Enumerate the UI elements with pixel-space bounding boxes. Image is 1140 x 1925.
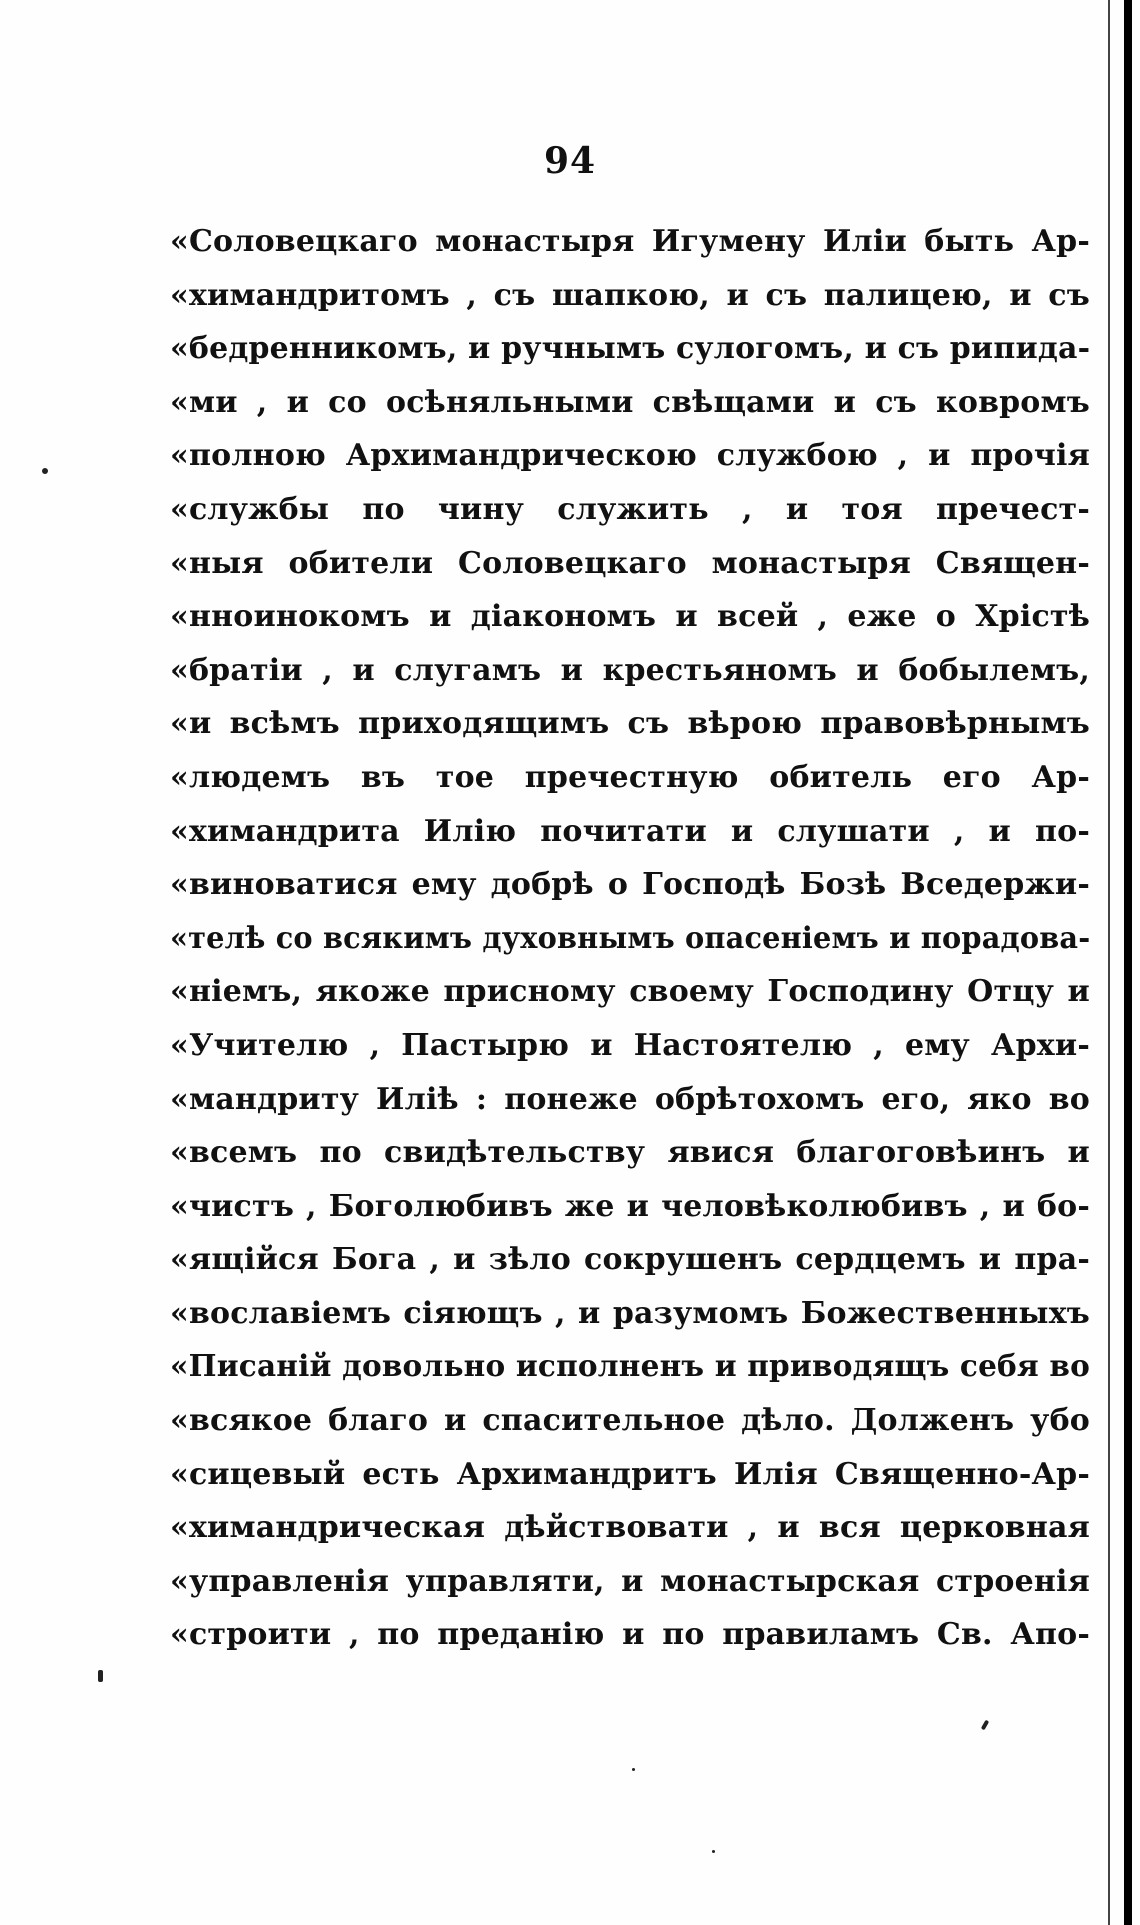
ink-speck [98,1670,103,1682]
text-line: «химандрическая дѣйствовати , и вся церковная [170,1510,1090,1546]
text-line: «Учителю , Пастырю и Настоятелю , ему Архи- [170,1027,1090,1063]
page-edge-border [1124,0,1132,1925]
text-line: «всемъ по свидѣтельству явися благоговѣинъ и [170,1135,1090,1171]
text-line: «химандритомъ , съ шапкою, и съ палицею, и съ [170,277,1090,313]
text-line: «мандриту Иліѣ : понеже обрѣтохомъ его, яко во [170,1081,1090,1117]
text-line: «и всѣмъ приходящимъ съ вѣрою правовѣрнымъ [170,706,1090,742]
text-line: «ніемъ, якоже присному своему Господину Отцу и [170,974,1090,1010]
text-line: «ныя обители Соловецкаго монастыря Священ- [170,545,1090,581]
text-line: «полною Архимандрическою службою , и прочія [170,438,1090,474]
text-line: «чистъ , Боголюбивъ же и человѣколюбивъ , и бо- [170,1188,1090,1224]
text-line: «нноинокомъ и діакономъ и всей , еже о Хрістѣ [170,599,1090,635]
text-line: «телѣ со всякимъ духовнымъ опасеніемъ и порадова- [170,920,1091,956]
ink-speck [981,1720,989,1731]
text-line: «виноватися ему добрѣ о Господѣ Бозѣ Вседержи- [170,867,1090,903]
text-line: «людемъ въ тое пречестную обитель его Ар- [170,759,1090,795]
ink-speck [632,1768,635,1771]
body-text [170,215,1090,1662]
text-line: «строити , по преданію и по правиламъ Св. Апо- [170,1617,1090,1653]
text-line: «ящійся Бога , и зѣло сокрушенъ сердцемъ и пра- [170,1242,1090,1278]
text-line: «братіи , и слугамъ и крестьяномъ и бобылемъ, [170,652,1090,688]
page-number: 94 [543,140,597,182]
text-line: «химандрита Илію почитати и слушати , и по- [170,813,1090,849]
text-line: «сицевый есть Архимандритъ Илія Священно-Ар- [170,1456,1090,1492]
text-line: «Соловецкаго монастыря Игумену Иліи быть Ар- [170,224,1090,259]
text-line: «службы по чину служить , и тоя пречест- [170,491,1090,527]
ink-speck [42,468,48,474]
text-line: «управленія управляти, и монастырская строенія [170,1563,1090,1599]
text-line: «ми , и со осѣняльными свѣщами и съ ковромъ [170,384,1090,420]
text-line: «бедренникомъ, и ручнымъ сулогомъ, и съ рипида- [170,331,1091,367]
ink-speck [712,1850,715,1853]
text-line: «всякое благо и спасительное дѣло. Долженъ убо [170,1403,1090,1439]
page-edge-line [1108,0,1110,1925]
text-line: «вославіемъ сіяющъ , и разумомъ Божественныхъ [170,1295,1090,1331]
text-line: «Писаній довольно исполненъ и приводящъ себя во [170,1349,1091,1385]
